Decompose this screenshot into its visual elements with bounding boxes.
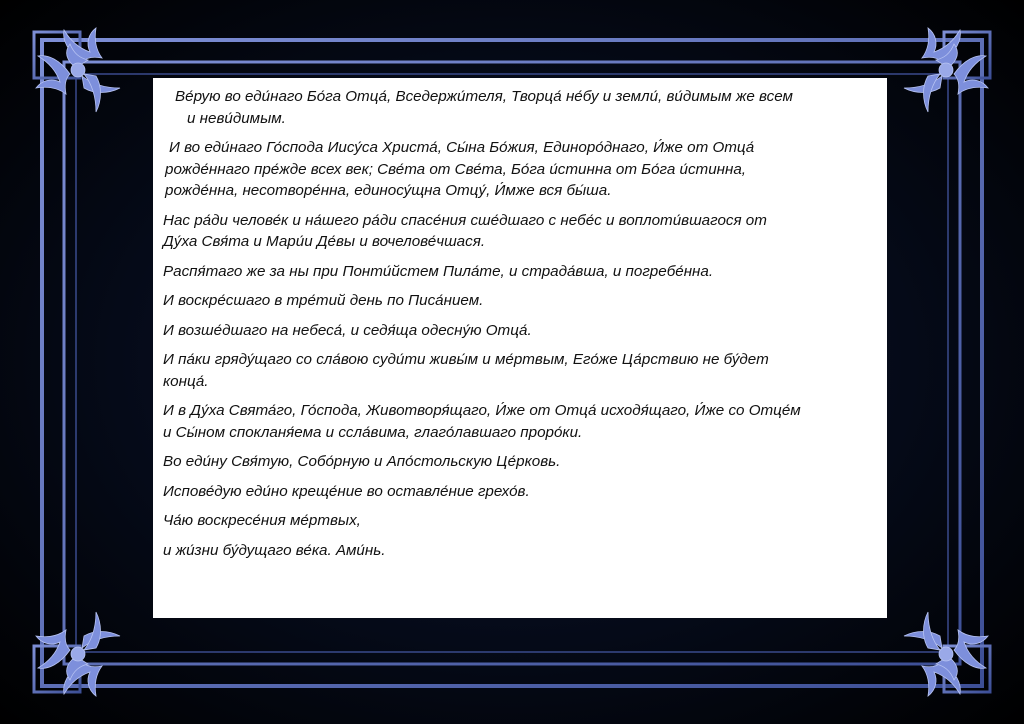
- prayer-paragraph-8: [163, 400, 877, 443]
- prayer-paragraph-10: [163, 481, 877, 503]
- prayer-line: Во еди́ну Свя́тую, Собо́рную и Апо́стольскую Це́рковь.: [163, 453, 561, 470]
- prayer-line: рожде́ннаго пре́жде всех век; Све́та от Све́та, Бо́га и́стинна от Бо́га и́стинна,: [165, 160, 747, 178]
- acanthus-leaf-icon: [874, 582, 994, 702]
- prayer-line: и Сы́ном спокланя́ема и ссла́вима, глаго́лавшаго проро́ки.: [163, 423, 583, 441]
- prayer-text-panel: [153, 78, 887, 618]
- prayer-paragraph-9: [163, 451, 877, 473]
- prayer-line: рожде́нна, несотворе́нна, единосу́щна Отцу́, И́мже вся бы́ша.: [165, 182, 612, 199]
- prayer-line: Ча́ю воскресе́ния ме́ртвых,: [163, 512, 361, 529]
- acanthus-leaf-icon: [874, 22, 994, 142]
- prayer-paragraph-2: [163, 137, 877, 202]
- prayer-paragraph-3: [163, 210, 877, 253]
- prayer-line: И во еди́наго Го́спода Иису́са Христа́, Сы́на Бо́жия, Единоро́днаго, И́же от Отца́: [169, 139, 755, 156]
- prayer-paragraph-11: [163, 510, 877, 532]
- prayer-line: Распя́таго же за ны при Понти́йстем Пила́те, и страда́вша, и погребе́нна.: [163, 262, 714, 280]
- prayer-paragraph-4: [163, 261, 877, 283]
- prayer-line: и неви́димым.: [187, 109, 286, 127]
- acanthus-leaf-icon: [30, 582, 150, 702]
- prayer-line: конца́.: [163, 372, 209, 390]
- prayer-line: И возше́дшаго на небеса́, и седя́ща одесну́ю Отца́.: [163, 321, 532, 339]
- prayer-line: и жи́зни бу́дущаго ве́ка. Ами́нь.: [163, 541, 386, 559]
- prayer-paragraph-5: [163, 290, 877, 312]
- prayer-line: Ду́ха Свя́та и Мари́и Де́вы и вочелове́чшася.: [163, 233, 486, 250]
- prayer-line: И воскре́сшаго в тре́тий день по Писа́нием.: [163, 292, 484, 309]
- prayer-line: И па́ки гряду́щаго со сла́вою суди́ти живы́м и ме́ртвым, Его́же Ца́рствию не бу́дет: [163, 351, 769, 368]
- prayer-paragraph-12: [163, 540, 877, 562]
- prayer-paragraph-1: [163, 86, 877, 129]
- prayer-line: Ве́рую во еди́наго Бо́га Отца́, Вседержи́теля, Творца́ не́бу и земли́, ви́димым же всем: [175, 88, 793, 105]
- prayer-paragraph-6: [163, 320, 877, 342]
- acanthus-leaf-icon: [30, 22, 150, 142]
- prayer-line: И в Ду́ха Свята́го, Го́спода, Животворя́щаго, И́же от Отца́ исходя́щаго, И́же со Отце́м: [163, 402, 801, 419]
- prayer-line: Нас ра́ди челове́к и на́шего ра́ди спасе́ния сше́дшаго с небе́с и воплоти́вшагося от: [163, 211, 767, 229]
- prayer-line: Испове́дую еди́но креще́ние во оставле́ние грехо́в.: [163, 482, 530, 500]
- prayer-paragraph-7: [163, 349, 877, 392]
